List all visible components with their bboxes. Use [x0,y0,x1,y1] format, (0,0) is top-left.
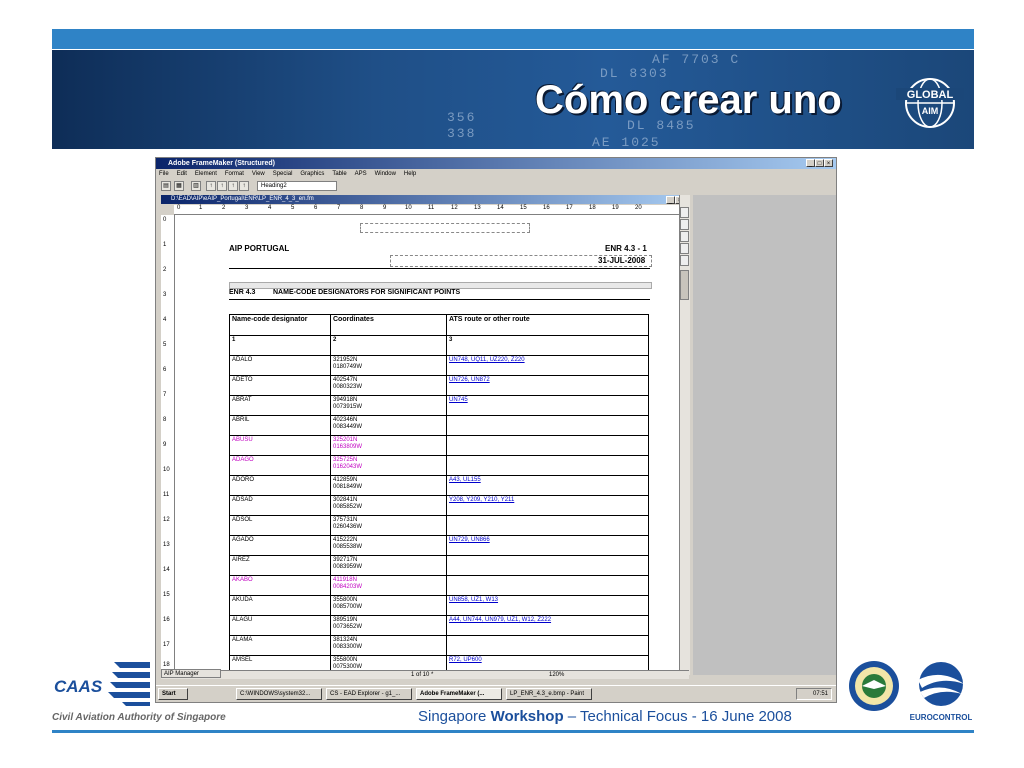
table-row [230,376,649,396]
header-frame [360,223,530,233]
table-row [230,556,649,576]
designator-cell: AGADO [230,536,331,556]
designator-cell: ADAGO [230,456,331,476]
route-cell [447,636,649,656]
status-bar [161,670,689,679]
document-page[interactable] [175,215,679,670]
table-row [230,596,649,616]
bottom-blue-line [52,730,974,733]
coordinates-cell: 355800N 0085700W [331,596,447,616]
table-row [230,356,649,376]
minimize-button[interactable]: _ [806,159,815,167]
doc-date: 31-JUL-2008 [598,256,646,265]
maximize-button[interactable]: □ [815,159,824,167]
framemaker-screenshot [155,157,837,703]
route-link[interactable]: A43, UL155 [449,477,481,483]
global-aim-line1: GLOBAL [906,89,954,101]
menu-edit[interactable]: Edit [176,171,187,177]
taskbar-item[interactable]: C:\WINDOWS\system32... [236,688,322,700]
page-status: 1 of 10 * [411,672,434,678]
menu-element[interactable]: Element [194,171,217,177]
table-body [230,356,649,671]
route-link[interactable]: UN858, UZ1, W13 [449,597,499,603]
coordinates-cell: 402346N 0083449W [331,416,447,436]
designator-cell: ADORO [230,476,331,496]
toolbar-icon-button[interactable]: ↑ [206,181,216,191]
footer-text: Singapore Workshop – Technical Focus - 16 June 2008 [418,708,792,725]
taskbar-item[interactable]: LP_ENR_4.3_e.bmp - Paint [506,688,592,700]
route-cell [447,556,649,576]
slide-title: Cómo crear uno [535,78,842,122]
taskbar-clock: 07:51 [796,688,832,700]
route-link[interactable]: UN729, UN866 [449,537,490,543]
menu-special[interactable]: Special [272,171,293,177]
toolbar-icon-button[interactable]: ↑ [228,181,238,191]
caas-logo [52,658,152,710]
zoom-level[interactable]: 120% [549,672,565,678]
coordinates-cell: 375731N 0260436W [331,516,447,536]
designator-cell: AKUDA [230,596,331,616]
route-cell [447,416,649,436]
side-tool-icon[interactable] [680,243,689,254]
route-cell [447,616,649,636]
coordinates-cell: 392717N 0083959W [331,556,447,576]
eurocontrol-text: EUROCONTROL [910,713,972,722]
toolbar-icon-button[interactable]: ▦ [174,181,184,191]
close-button[interactable]: × [824,159,833,167]
table-row [230,476,649,496]
designator-cell: ABRAT [230,396,331,416]
slide-banner: AF 7703 C DL 8303 DL 8485 AE 1025 356 338 [52,50,974,149]
col-header-coordinates: Coordinates [331,315,447,336]
app-title-bar: Adobe FrameMaker (Structured) [156,158,836,169]
coordinates-cell: 302841N 0085852W [331,496,447,516]
side-tool-icon[interactable] [680,255,689,266]
section-number: ENR 4.3 [229,289,256,296]
menu-aps[interactable]: APS [354,171,367,177]
coordinates-cell: 389519N 0073652W [331,616,447,636]
table-row [230,496,649,516]
table-row [230,616,649,636]
route-cell [447,576,649,596]
table-row [230,636,649,656]
col-header-route: ATS route or other route [447,315,649,336]
table-row [230,656,649,671]
route-cell [447,356,649,376]
doc-header-left: AIP PORTUGAL [229,244,290,253]
caas-subtitle: Civil Aviation Authority of Singapore [52,712,226,723]
designator-cell: ABUSU [230,436,331,456]
designators-table [229,314,649,670]
designator-cell: ALAMA [230,636,331,656]
section-title: NAME-CODE DESIGNATORS FOR SIGNIFICANT POINTS [273,289,461,296]
table-row [230,456,649,476]
header-rule [229,268,650,269]
coordinates-cell: 355800N 0075300W [331,656,447,671]
coordinates-cell: 394918N 0073915W [331,396,447,416]
side-tool-icon[interactable] [680,207,689,218]
designator-cell: AIREZ [230,556,331,576]
caas-logo-text: CAAS [54,677,103,696]
table-row [230,436,649,456]
coordinates-cell: 325201N 0163809W [331,436,447,456]
table-row [230,536,649,556]
designator-cell: ADSOL [230,516,331,536]
workspace-background [693,195,836,675]
menu-view[interactable]: View [251,171,265,177]
menu-format[interactable]: Format [224,171,244,177]
route-cell [447,396,649,416]
route-cell [447,496,649,516]
designator-cell: ABRIL [230,416,331,436]
coordinates-cell: 325725N 0162043W [331,456,447,476]
col-header-designator: Name-code designator [230,315,331,336]
menu-help[interactable]: Help [403,171,417,177]
coordinates-cell: 415222N 0085538W [331,536,447,556]
menu-file[interactable]: File [159,171,169,177]
route-link[interactable]: UN726, UN872 [449,377,490,383]
designator-cell: AKABO [230,576,331,596]
faa-seal-icon [848,660,900,712]
table-row [230,416,649,436]
route-link[interactable]: Y208, Y209, Y210, Y211 [449,497,515,503]
global-aim-line2: AIM [921,106,939,116]
route-link[interactable]: UN748, UQ11, UZ220, Z220 [449,357,525,363]
table-number-row: 1 2 3 [230,336,649,356]
table-header-row [230,315,649,336]
route-cell [447,596,649,616]
vertical-scrollbar[interactable] [679,195,690,675]
document-title-bar: D:\EAD\AIP\eAIP_Portugal\ENR\LP_ENR_4_3_en.fm [161,195,688,204]
doc-minimize-button[interactable]: _ [666,196,675,204]
coordinates-cell: 321952N 0180749W [331,356,447,376]
designator-cell: ADALO [230,356,331,376]
table-row [230,576,649,596]
menu-bar [156,169,836,179]
paragraph-style-select[interactable]: Heading2 [257,181,337,191]
toolbar-icon-button[interactable]: ↑ [217,181,227,191]
section-rule [229,299,650,300]
table-row [230,516,649,536]
global-aim-logo [894,70,966,136]
coordinates-cell: 402547N 0080323W [331,376,447,396]
windows-taskbar [156,685,836,703]
top-blue-bar [52,29,974,49]
designator-cell: ADETO [230,376,331,396]
designator-cell: AMSEL [230,656,331,671]
route-cell [447,476,649,496]
toolbar-icon-button[interactable]: ▥ [191,181,201,191]
route-link[interactable]: A44, UN744, UN979, UZ1, W12, Z222 [449,617,552,623]
route-cell [447,516,649,536]
route-cell [447,656,649,671]
aip-manager-tab[interactable]: AIP Manager [161,669,221,678]
route-link[interactable]: R72, UP600 [449,657,482,663]
start-button[interactable]: Start [158,688,188,700]
toolbar-icon-button[interactable]: ▤ [161,181,171,191]
menu-window[interactable]: Window [374,171,396,177]
side-tool-icon[interactable] [680,231,689,242]
scrollbar-thumb[interactable] [680,270,689,300]
side-tool-icon[interactable] [680,219,689,230]
designator-cell: ADSAD [230,496,331,516]
doc-header-right: ENR 4.3 - 1 [605,244,647,253]
table-row [230,396,649,416]
coordinates-cell: 411918N 0084203W [331,576,447,596]
menu-graphics[interactable]: Graphics [300,171,325,177]
taskbar-item[interactable]: CS - EAD Explorer - g1_... [326,688,412,700]
route-cell [447,456,649,476]
toolbar-icon-button[interactable]: ↑ [239,181,249,191]
coordinates-cell: 412859N 0081849W [331,476,447,496]
route-cell [447,536,649,556]
route-link[interactable]: UN745 [449,397,468,403]
taskbar-item-active[interactable]: Adobe FrameMaker (... [416,688,502,700]
designator-cell: ALAGU [230,616,331,636]
route-cell [447,436,649,456]
eurocontrol-logo [910,658,972,724]
section-bar [229,282,652,289]
coordinates-cell: 381324N 0083300W [331,636,447,656]
route-cell [447,376,649,396]
horizontal-ruler: 0 1 2 3 4 5 6 7 8 9 10 11 12 13 14 15 16 17 18 19 20 [174,205,679,215]
menu-table[interactable]: Table [332,171,347,177]
side-tool-icons [680,207,689,265]
vertical-ruler: 0 1 2 3 4 5 6 7 8 9 10 11 12 13 14 15 16 17 18 [161,215,175,670]
